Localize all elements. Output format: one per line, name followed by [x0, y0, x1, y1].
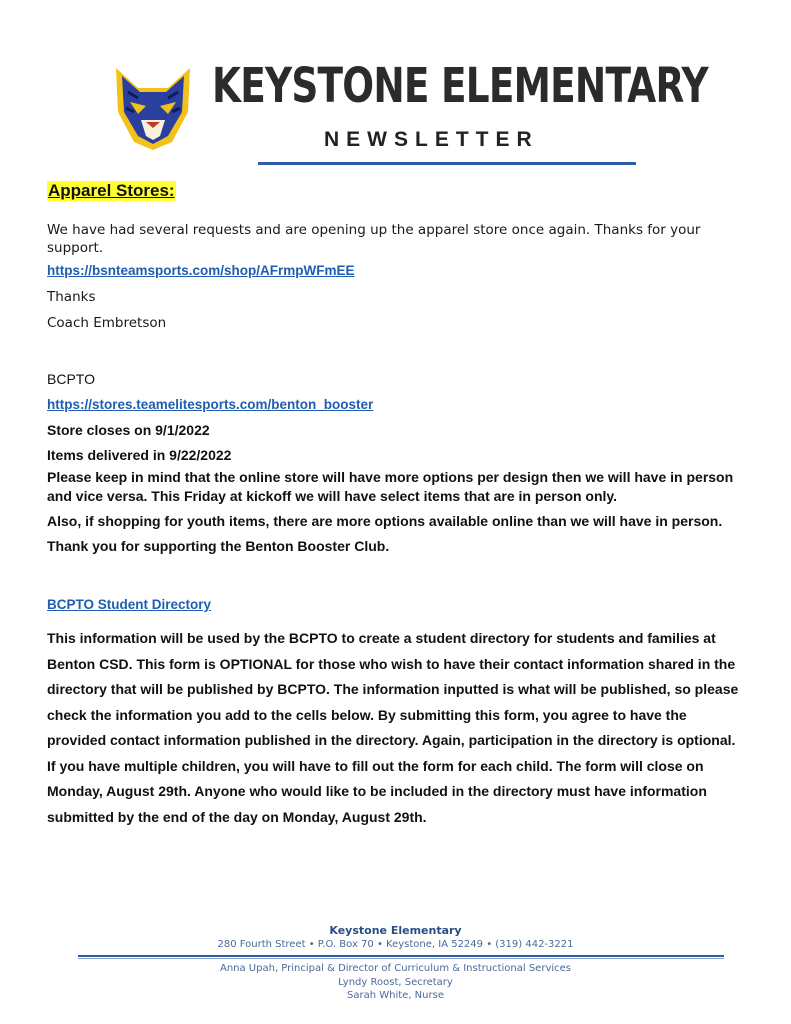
bcpto-label: BCPTO [47, 371, 95, 387]
wildcat-mascot-icon [108, 62, 198, 152]
store-note-youth: Also, if shopping for youth items, there are more options available online than we will have in person. [47, 513, 723, 529]
footer-staff-nurse: Sarah White, Nurse [347, 990, 444, 1001]
footer-divider-thin [78, 958, 724, 959]
apparel-heading: Apparel Stores: [48, 181, 175, 200]
school-name: KEYSTONE ELEMENTARY [212, 58, 708, 114]
newsletter-title: NEWSLETTER [324, 128, 539, 151]
store-note-options: Please keep in mind that the online store will have more options per design then we will have in person and vice versa. This Friday at kickoff we will have select items that are in person only. [47, 469, 734, 504]
apparel-store-link[interactable]: https://bsnteamsports.com/shop/AFrmpWFmEE [47, 263, 355, 278]
bcpto-store-link[interactable]: https://stores.teamelitesports.com/benton_booster [47, 397, 374, 412]
apparel-signature: Coach Embretson [47, 315, 167, 331]
footer-divider [78, 955, 724, 957]
items-delivered: Items delivered in 9/22/2022 [47, 447, 232, 463]
store-closes: Store closes on 9/1/2022 [47, 422, 210, 438]
apparel-thanks: Thanks [47, 289, 96, 305]
store-note-thanks: Thank you for supporting the Benton Booster Club. [47, 538, 390, 554]
student-directory-link[interactable]: BCPTO Student Directory [47, 597, 212, 612]
directory-body: This information will be used by the BCPTO to create a student directory for students and families at Benton CSD. This form is OPTIONAL for those who wish to have their contact information shared in the directory that will be published by BCPTO. The information inputted is what will be published, so please check the information you add to the cells below. By submitting this form, you agree to have the provided contact information published in the directory. Again, participation in the directory is optional. If you have multiple children, you will have to fill out the form for each child. The form will close on Monday, August 29th. Anyone who would like to be included in the directory must have information submitted by the end of the day on Monday, August 29th. [47, 630, 739, 825]
footer-staff-secretary: Lyndy Roost, Secretary [338, 976, 453, 988]
footer-staff-principal: Anna Upah, Principal & Director of Curriculum & Instructional Services [219, 963, 571, 974]
footer-address: 280 Fourth Street • P.O. Box 70 • Keystone, IA 52249 • (319) 442-3221 [217, 939, 574, 950]
header-divider [258, 162, 636, 165]
footer-staff-list [0, 962, 791, 1003]
footer-school-name: Keystone Elementary [329, 924, 462, 937]
apparel-intro: We have had several requests and are opening up the apparel store once again. Thanks for your support. [47, 222, 701, 256]
